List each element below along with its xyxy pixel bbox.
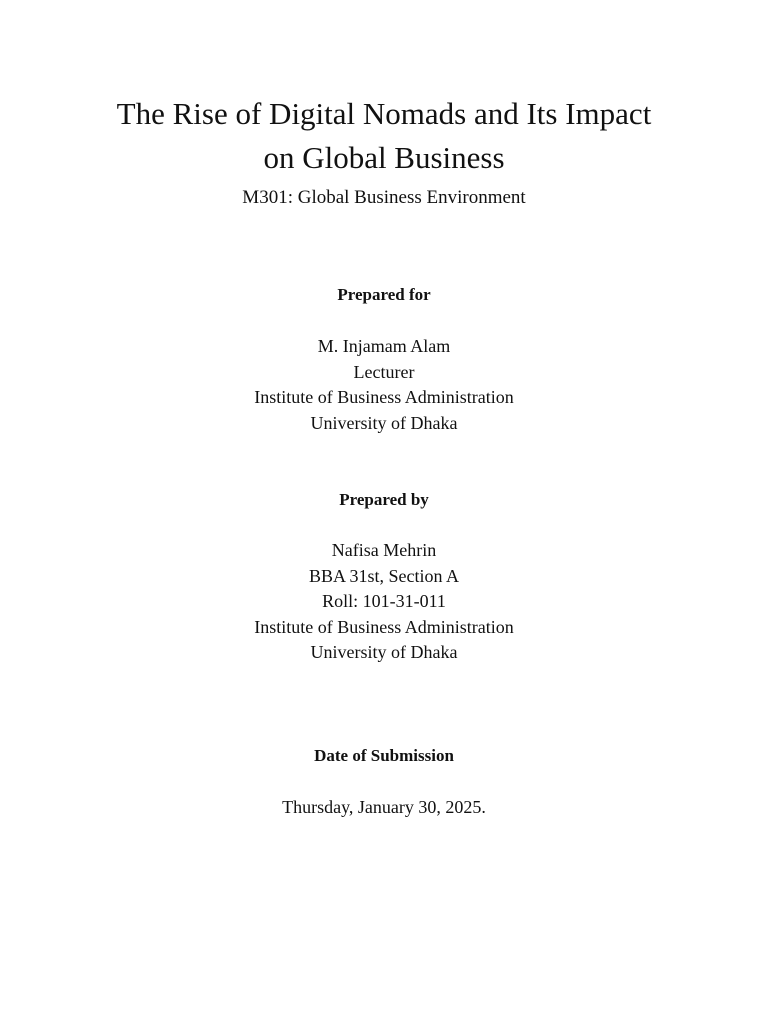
lecturer-designation: Lecturer <box>353 361 415 382</box>
prepared-for-details <box>0 334 768 436</box>
student-university: University of Dhaka <box>310 642 458 662</box>
prepared-by-details <box>0 538 768 666</box>
prepared-by-heading: Prepared by <box>339 490 429 509</box>
lecturer-institute: Institute of Business Administration <box>254 387 514 407</box>
course-name: M301: Global Business Environment <box>242 187 526 208</box>
lecturer-university: University of Dhaka <box>310 412 458 433</box>
submission-date-heading: Date of Submission <box>314 746 454 765</box>
title-line: on Global Business <box>263 140 505 175</box>
report-title <box>0 92 768 180</box>
submission-date: Thursday, January 30, 2025. <box>282 797 486 817</box>
student-program-section: BBA 31st, Section A <box>308 565 460 586</box>
lecturer-name: M. Injamam Alam <box>317 336 451 356</box>
student-roll: Roll: 101-31-011 <box>322 591 446 611</box>
prepared-for-heading: Prepared for <box>337 285 431 304</box>
title-line: The Rise of Digital Nomads and Its Impact <box>116 96 652 131</box>
student-name: Nafisa Mehrin <box>331 540 437 560</box>
student-institute: Institute of Business Administration <box>254 616 514 637</box>
